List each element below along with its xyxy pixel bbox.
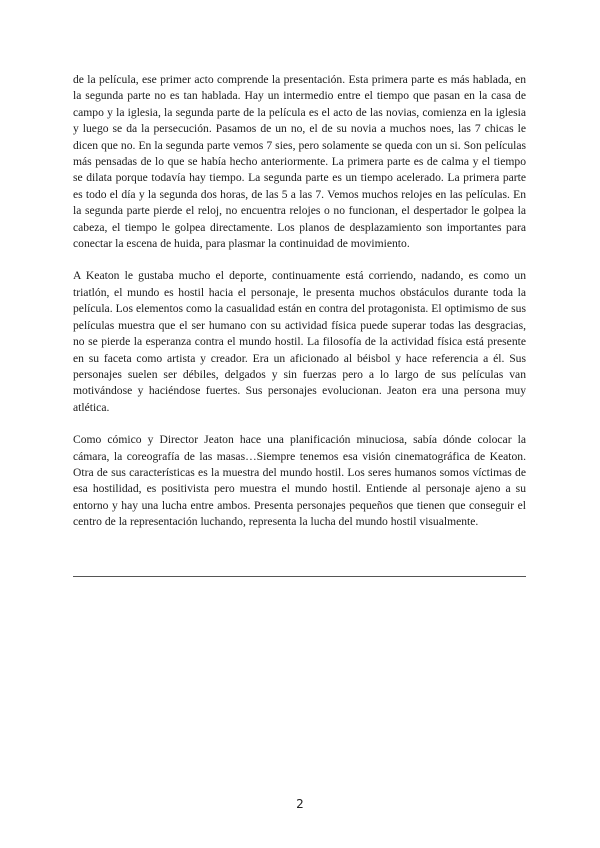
section-divider [73,576,526,577]
document-body [73,72,526,547]
paragraph-1: de la película, ese primer acto comprende la presentación. Esta primera parte es más hablada, en la segunda parte no es tan hablada. Hay un intermedio entre el tiempo que pasan en la casa de campo y la iglesia, la segunda parte de la película es el acto de las novias, comienza en la iglesia y luego se da la persecución. Pasamos de un no, el de su novia a muchos noes, las 7 chicas le dicen que no. En la segunda parte vemos 7 sies, pero solamente se queda con un si. Son películas más pensadas de lo que se había hecho anteriormente. La primera parte es de calma y el tiempo se dilata porque todavía hay tiempo. La segunda parte es un tiempo acelerado. La primera parte es todo el día y la segunda dos horas, de las 5 a las 7. Vemos muchos relojes en las películas. En la segunda parte pierde el reloj, no encuentra relojes o no funcionan, el despertador le golpea la cabeza, el tiempo le golpea directamente. Los planos de desplazamiento son importantes para conectar la escena de huida, para plasmar la continuidad de movimiento. [73,73,526,251]
page-number: 2 [296,797,304,811]
paragraph-3: Como cómico y Director Jeaton hace una planificación minuciosa, sabía dónde colocar la cámara, la coreografía de las masas…Siempre tenemos esa visión cinematográfica de Keaton. Otra de sus características es la muestra del mundo hostil. Los seres humanos somos víctimas de esa hostilidad, es positivista pero muestra el mundo hostil. Entiende al personaje ajeno a su entorno y hay una lucha entre ambos. Presenta personajes pequeños que tienen que conseguir el centro de la representación luchando, representa la lucha del mundo hostil visualmente. [73,433,526,529]
paragraph-2: A Keaton le gustaba mucho el deporte, continuamente está corriendo, nadando, es como un triatlón, el mundo es hostil hacia el personaje, le presenta muchos obstáculos durante toda la película. Los elementos como la casualidad están en contra del protagonista. El optimismo de sus películas muestra que el ser humano con su actividad física puede superar todas las desgracias, no se pierde la esperanza contra el mundo hostil. La filosofía de la actividad física está presente en su faceta como artista y creador. Era un aficionado al béisbol y hace referencia a él. Sus personajes suelen ser débiles, delgados y sin fuerzas pero a lo largo de sus películas van motivándose y haciéndose fuertes. Sus personajes evolucionan. Jeaton era una persona muy atlética. [73,269,526,414]
